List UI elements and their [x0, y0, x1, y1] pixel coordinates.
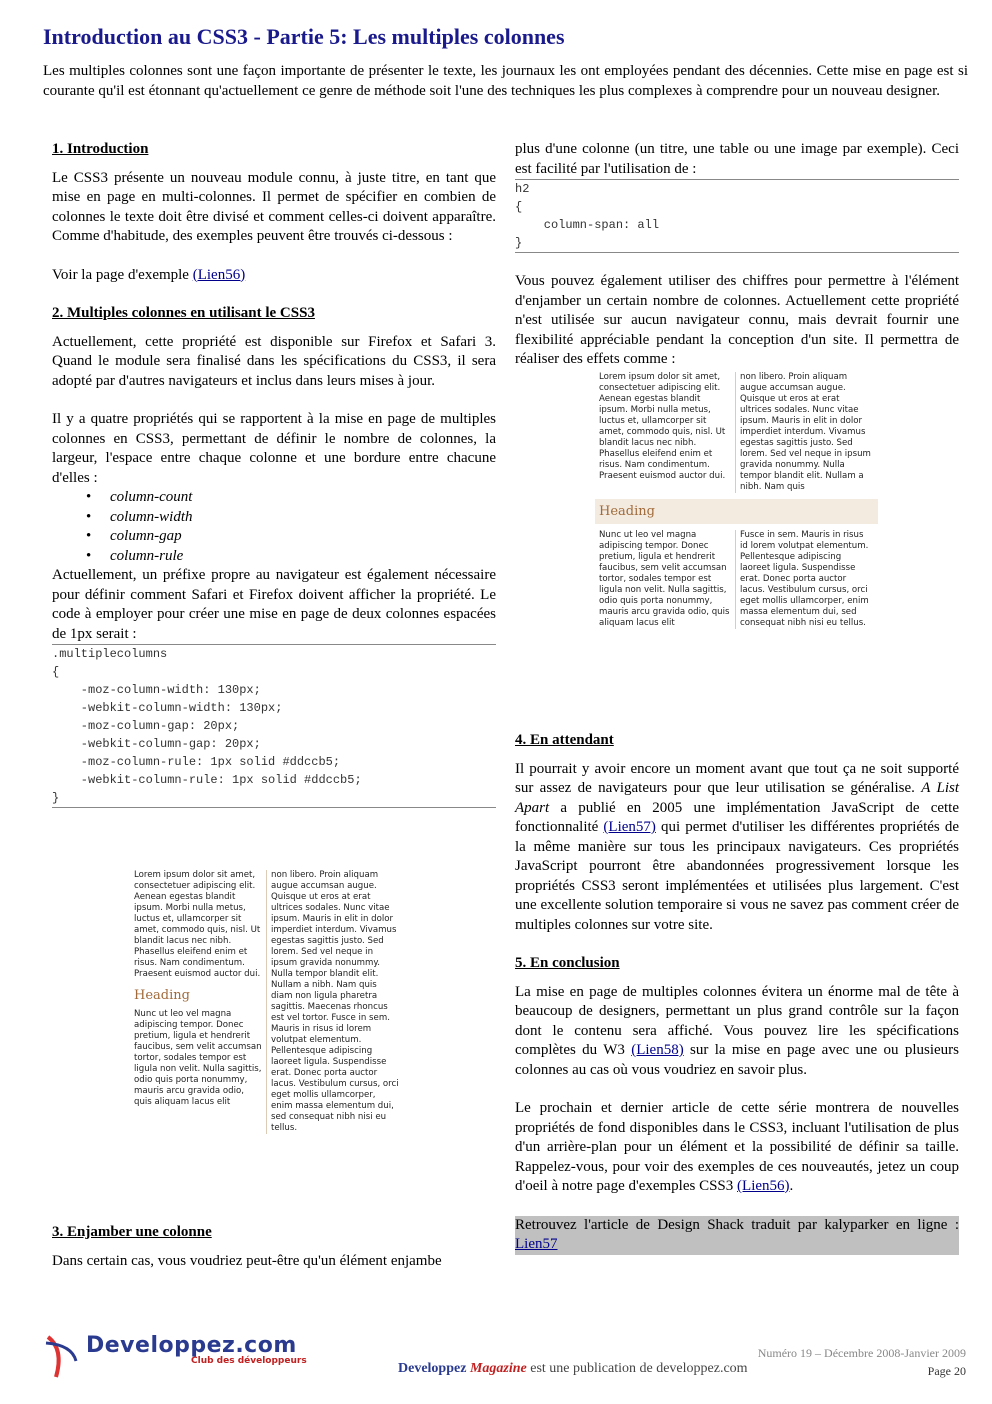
text: . [789, 1178, 794, 1194]
text-magazine: Magazine [469, 1361, 527, 1376]
demo-text: non libero. Proin aliquam augue accumsan augue. Quisque ut eros at erat ultrices sodales. Nunc vitae ipsum. Mauris in elit in dolor imperdiet interdum. Vivamus egestas sagittis justo. Sed lorem. Sed vel neque in ipsum gravida nonummy. Nulla tempor blandit elit. Nullam a nibh. Nam quis [735, 372, 876, 493]
demo-text: Lorem ipsum dolor sit amet, consectetuer adipiscing elit. Aenean egestas blandit ipsum. Morbi nulla metus, luctus et, ullamcorper sit amet, commodo quis, nisl. Ut blandit lacus nec nibh. Phasellus eleifend enim et risus. Nam condimentum. Praesent euismod auctor dui. [134, 870, 261, 979]
demo-text: Lorem ipsum dolor sit amet, consectetuer adipiscing elit. Aenean egestas blandit ipsum. Morbi nulla metus, luctus et, ullamcorper sit amet, commodo quis, nisl. Ut blandit lacus nec nibh. Phasellus eleifend enim et risus. Nam condimentum. Praesent euismod auctor dui. [599, 372, 726, 481]
link-lien57[interactable]: (Lien57) [603, 819, 656, 835]
right-column [515, 140, 959, 370]
code-block: h2 { column-span: all } [515, 179, 959, 253]
list-item: • column-count [110, 488, 496, 508]
list-item: • column-width [110, 508, 496, 528]
list-item: • column-rule [110, 547, 496, 567]
text: Voir la page d'exemple [52, 266, 193, 283]
demo-text: Fusce in sem. Mauris in risus id lorem volutpat elementum. Pellentesque adipiscing laoreet ligula. Suspendisse erat. Donec porta auctor lacus. Vestibulum cursus, orci eget mollis ullamcorper, enim massa elementum dui, sed consequat nibh nisi eu tellus. [735, 530, 876, 629]
text: Developpez [398, 1361, 470, 1376]
text: a publié en 2005 une implémentation JavaScript de cette fonctionnalité [515, 799, 959, 835]
text: Il pourrait y avoir encore un moment avant que tout ça ne soit supporté sur assez de navigateurs pour que leur utilisation se généralise. [515, 760, 959, 796]
link-lien56[interactable]: (Lien56) [737, 1178, 790, 1194]
list-item: • column-gap [110, 527, 496, 547]
text: Le prochain et dernier article de cette série montrera de nouvelles propriétés de fond disponibles dans le CSS3, incluant l'utilisation de plus d'un arrière-plan pour un élément et la possibilité de définir sa taille. Rappelez-vous, pour voir des exemples de ces nouveautés, jetez un coup d'oeil à notre page d'exemples CSS3 [515, 1100, 959, 1194]
section-heading-en-attendant: 4. En attendant [515, 732, 614, 748]
paragraph: Actuellement, cette propriété est disponible sur Firefox et Safari 3. Quand le module sera finalisé dans les spécifications du CSS3, il sera adopté par d'autres navigateurs et inclus dans leurs mises à jour. [52, 333, 496, 389]
developpez-logo [52, 1333, 307, 1366]
page-number: Page 20 [927, 1364, 966, 1378]
paragraph: plus d'une colonne (un titre, une table ou une image par exemple). Ceci est facilité par l'utilisation de : [515, 141, 959, 177]
demo-text: Nunc ut leo vel magna adipiscing tempor. Donec pretium, ligula et hendrerit faucibus, sem velit accumsan tortor, sodales tempor est ligula non velit. Nulla sagittis, odio quis porta nonummy, mauris arcu gravida odio, quis aliquam lacus elit [134, 1009, 262, 1107]
paragraph: Il y a quatre propriétés qui se rapportent à la mise en page de multiples colonnes en CSS3, permettant de définir le nombre de colonnes, la largeur, l'espace entre chaque colonne et une bordure entre chacune d'elles : [52, 411, 496, 486]
issue-number: Numéro 19 – Décembre 2008-Janvier 2009 [757, 1346, 966, 1360]
paragraph [515, 760, 959, 936]
demo-top-row [595, 372, 878, 493]
paragraph [515, 1099, 959, 1197]
demo-text: non libero. Proin aliquam augue accumsan augue. Quisque ut eros at erat ultrices sodales. Nunc vitae ipsum. Mauris in elit in dolor imperdiet interdum. Vivamus egestas sagittis justo. Sed lorem. Sed vel neque in ipsum gravida nonummy. Nulla tempor blandit elit. Nullam a nibh. Nam quis diam non ligula pharetra sagittis. Maecenas rhoncus est vel tortor. Fusce in sem. Mauris in risus id lorem volutpat elementum. Pellentesque adipiscing laoreet ligula. Suspendisse erat. Donec porta auctor lacus. Vestibulum cursus, orci eget mollis ullamcorper, enim massa elementum dui, sed consequat nibh nisi eu tellus. [271, 870, 399, 1133]
text: sur la mise en page avec une ou plusieurs colonnes au cas où vous voudriez en savoir plus. [515, 1042, 959, 1078]
demo-heading: Heading [595, 499, 878, 524]
text: Retrouvez l'article de Design Shack traduit par kalyparker en ligne : [515, 1216, 959, 1233]
demo-bottom-row [595, 530, 878, 629]
text: qui permet d'utiliser les différentes propriétés de la même manière sur tous les principaux navigateurs. Ces propriétés JavaScript pourront être abandonnées progressivement lorsque les propriétés CSS3 seront implémentées et utilisées plus largement. C'est une excellente solution temporaire si vous ne savez pas comment créer de multiples colonnes sur votre site. [515, 819, 959, 933]
section-heading-enjamber: 3. Enjamber une colonne [52, 1224, 212, 1240]
article-title: Introduction au CSS3 - Partie 5: Les multiples colonnes [43, 24, 565, 49]
demo-column [266, 870, 403, 1134]
text-emphasis: A List Apart [515, 780, 960, 816]
paragraph [515, 983, 959, 1081]
link-source[interactable]: Lien57 [515, 1236, 558, 1252]
demo-heading: Heading [134, 988, 190, 1003]
logo-swoosh-icon [42, 1331, 82, 1381]
logo-subtitle: Club des développeurs [191, 1356, 307, 1366]
section-heading-en-conclusion: 5. En conclusion [515, 955, 620, 971]
code-block: .multiplecolumns { -moz-column-width: 130px; -webkit-column-width: 130px; -moz-column-gap: 20px; -webkit-column-gap: 20px; -moz-column-rule: 1px solid #ddccb5; -webkit-column-rule: 1px solid #ddccb5; } [52, 644, 496, 808]
article-intro: Les multiples colonnes sont une façon importante de présenter le texte, les journaux les ont employées pendant des décennies. Cette mise en page est si courante qu'il est étonnant qu'actuellement ce genre de méthode soit l'une des techniques les plus complexes à comprendre pour un nouveau designer. [43, 63, 968, 99]
demo-column [130, 870, 266, 1134]
link-lien56[interactable]: (Lien56) [192, 266, 246, 283]
paragraph: Vous pouvez également utiliser des chiffres pour permettre à l'élément d'enjamber un certain nombre de colonnes. Actuellement cette propriété n'est utilisée sur aucun navigateur connu, mais devrait fournir une flexibilité appréciable pendant la conception d'un site. Il permettra de réaliser des effets comme : [515, 273, 959, 367]
paragraph: Dans certain cas, vous voudriez peut-être qu'un élément enjambe [52, 1252, 442, 1269]
demo-column-span [595, 372, 878, 629]
logo-text: Developpez.com [86, 1333, 297, 1358]
section-heading-multiples-colonnes: 2. Multiples colonnes en utilisant le CSS3 [52, 305, 315, 321]
text: La mise en page de multiples colonnes évitera un énorme mal de tête à beaucoup de designers, permettant un plus grand contrôle sur la façon dont le contenu sera affiché. Vous pouvez lire les spécifications complètes du W3 [515, 983, 959, 1058]
link-lien58[interactable]: (Lien58) [631, 1042, 684, 1058]
demo-two-columns [130, 870, 403, 1134]
paragraph [52, 266, 496, 286]
property-list [52, 488, 496, 566]
text: est une publication de developpez.com [526, 1361, 748, 1376]
left-column-bottom [52, 1223, 496, 1271]
source-note [515, 1216, 959, 1255]
left-column [52, 140, 496, 808]
publication-line [398, 1361, 748, 1377]
paragraph: Le CSS3 présente un nouveau module connu, à juste titre, en tant que mise en page en multi-colonnes. Il permet de spécifier en combien de colonnes le texte doit être divisé et comment celles-ci doivent apparaître. Comme d'habitude, des exemples peuvent être trouvés ci-dessous : [52, 169, 496, 244]
section-heading-introduction: 1. Introduction [52, 141, 149, 157]
right-column-bottom [515, 731, 959, 1255]
paragraph: Actuellement, un préfixe propre au navigateur est également nécessaire pour définir comment Safari et Firefox doivent afficher la propriété. Le code à employer pour créer une mise en page de deux colonnes espacées de 1px serait : [52, 567, 496, 642]
demo-text: Nunc ut leo vel magna adipiscing tempor. Donec pretium, ligula et hendrerit faucibus, sem velit accumsan tortor, sodales tempor est ligula non velit. Nulla sagittis, odio quis porta nonummy, mauris arcu gravida odio, quis aliquam lacus elit [599, 530, 730, 628]
